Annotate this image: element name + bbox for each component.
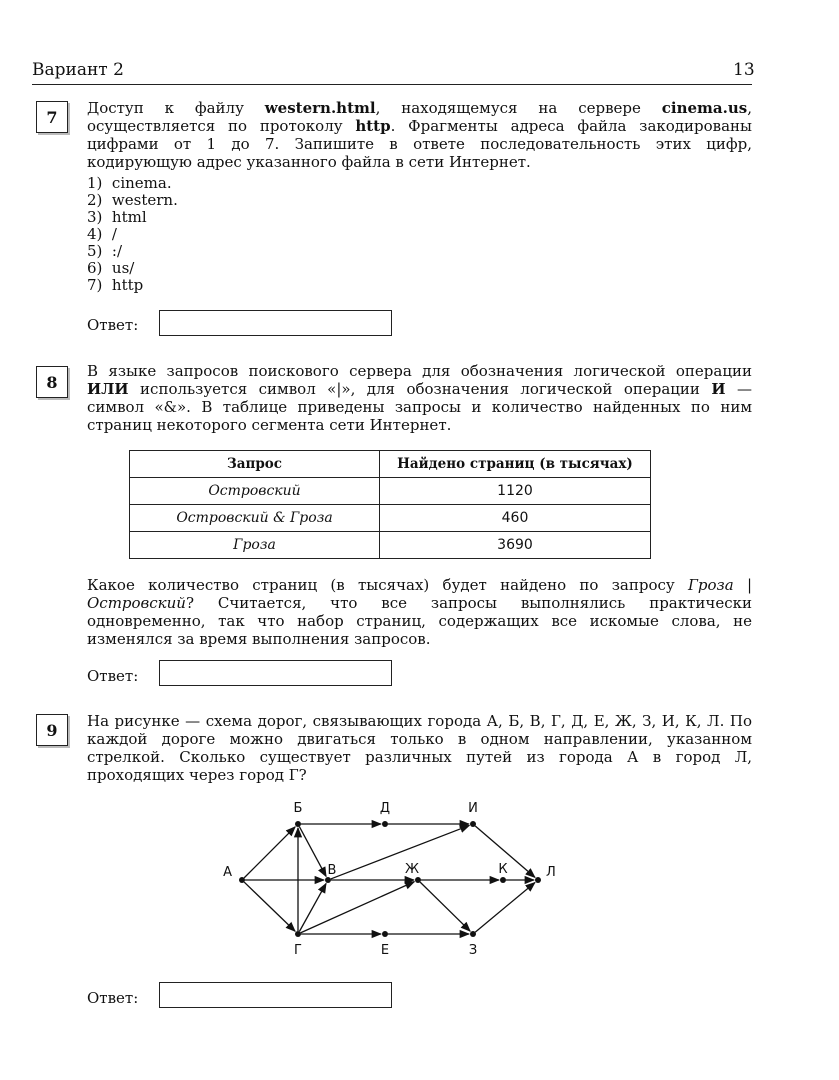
city-node-К: [500, 877, 506, 883]
city-label: А: [223, 865, 232, 880]
city-label: К: [498, 862, 508, 877]
city-node-Г: [295, 931, 301, 937]
question-7-text: Доступ к файлу western.html, находящемуся на сервере cinema.us, осуществляется по протоколу http. Фрагменты адреса файла закодированы цифрами от 1 до 7. Запишите в ответе последовательность этих цифр, кодирующую адрес указанного файла в сети Интернет.: [87, 99, 752, 171]
question-9-number: 9: [36, 714, 68, 746]
question-8-question: Какое количество страниц (в тысячах) будет найдено по запросу Гроза | Островский? Считается, что все запросы выполнялись практически одновременно, так что набор страниц, содержащих все искомые слова, не изменялся за время выполнения запросов.: [87, 576, 752, 648]
city-label: И: [468, 801, 478, 816]
option-7: 7) http: [87, 276, 144, 294]
city-node-Е: [382, 931, 388, 937]
road-graph: [220, 800, 580, 960]
option-4: 4) /: [87, 225, 117, 243]
city-node-А: [239, 877, 245, 883]
city-node-Д: [382, 821, 388, 827]
road-edge-Б-В: [299, 827, 326, 877]
question-9-text: На рисунке — схема дорог, связывающих города А, Б, В, Г, Д, Е, Ж, З, И, К, Л. По каждой дороге можно двигаться только в одном направлении, указанном стрелкой. Сколько существует различных путей из города А в город Л, проходящих через город Г?: [87, 712, 752, 784]
city-node-И: [470, 821, 476, 827]
table-row: [130, 505, 651, 532]
question-7-answer-field[interactable]: [159, 310, 392, 336]
table-cell-query: Островский & Гроза: [130, 505, 380, 532]
city-node-Ж: [415, 877, 421, 883]
road-edge-А-Г: [244, 882, 295, 931]
question-8-intro: В языке запросов поискового сервера для обозначения логической операции ИЛИ используется символ «|», для обозначения логической операции И — символ «&». В таблице приведены запросы и количество найденных по ним страниц некоторого сегмента сети Интернет.: [87, 362, 752, 434]
question-7-number: 7: [36, 101, 68, 133]
city-node-З: [470, 931, 476, 937]
query-table: [129, 450, 651, 559]
table-header-row: [130, 451, 651, 478]
table-cell-query: Островский: [130, 478, 380, 505]
road-edge-Г-Ж: [301, 882, 415, 933]
table-header-query: Запрос: [130, 451, 380, 478]
city-label: Б: [293, 801, 303, 816]
city-label: Е: [380, 943, 390, 958]
road-edge-В-И: [331, 825, 469, 878]
question-7-options: [87, 175, 178, 294]
table-header-pages: Найдено страниц (в тысячах): [380, 451, 651, 478]
question-8-answer-field[interactable]: [159, 660, 392, 686]
question-8-answer-label: Ответ:: [87, 667, 139, 685]
road-edge-А-Б: [244, 827, 295, 878]
table-row: [130, 532, 651, 559]
road-edge-Г-В: [299, 883, 326, 931]
city-label: В: [327, 863, 337, 878]
table-cell-query: Гроза: [130, 532, 380, 559]
header-divider: [32, 84, 752, 85]
road-edge-Ж-З: [420, 882, 470, 931]
option-3: 3) html: [87, 208, 147, 226]
city-node-Б: [295, 821, 301, 827]
road-edge-З-Л: [475, 883, 535, 933]
option-1: 1) cinema.: [87, 174, 172, 192]
question-9-answer-field[interactable]: [159, 982, 392, 1008]
table-cell-value: 460: [380, 505, 651, 532]
header-variant: Вариант 2: [32, 60, 124, 80]
question-8-number: 8: [36, 366, 68, 398]
option-2: 2) western.: [87, 191, 178, 209]
option-5: 5) :/: [87, 242, 123, 260]
question-7-answer-label: Ответ:: [87, 316, 139, 334]
city-label: З: [468, 943, 478, 958]
table-cell-value: 3690: [380, 532, 651, 559]
table-row: [130, 478, 651, 505]
city-label: Л: [546, 865, 556, 880]
city-label: Д: [379, 801, 391, 816]
city-label: Ж: [404, 862, 420, 877]
table-cell-value: 1120: [380, 478, 651, 505]
question-9-answer-label: Ответ:: [87, 989, 139, 1007]
page-number: 13: [733, 60, 755, 80]
city-label: Г: [294, 943, 302, 958]
option-6: 6) us/: [87, 259, 135, 277]
city-node-Л: [535, 877, 541, 883]
